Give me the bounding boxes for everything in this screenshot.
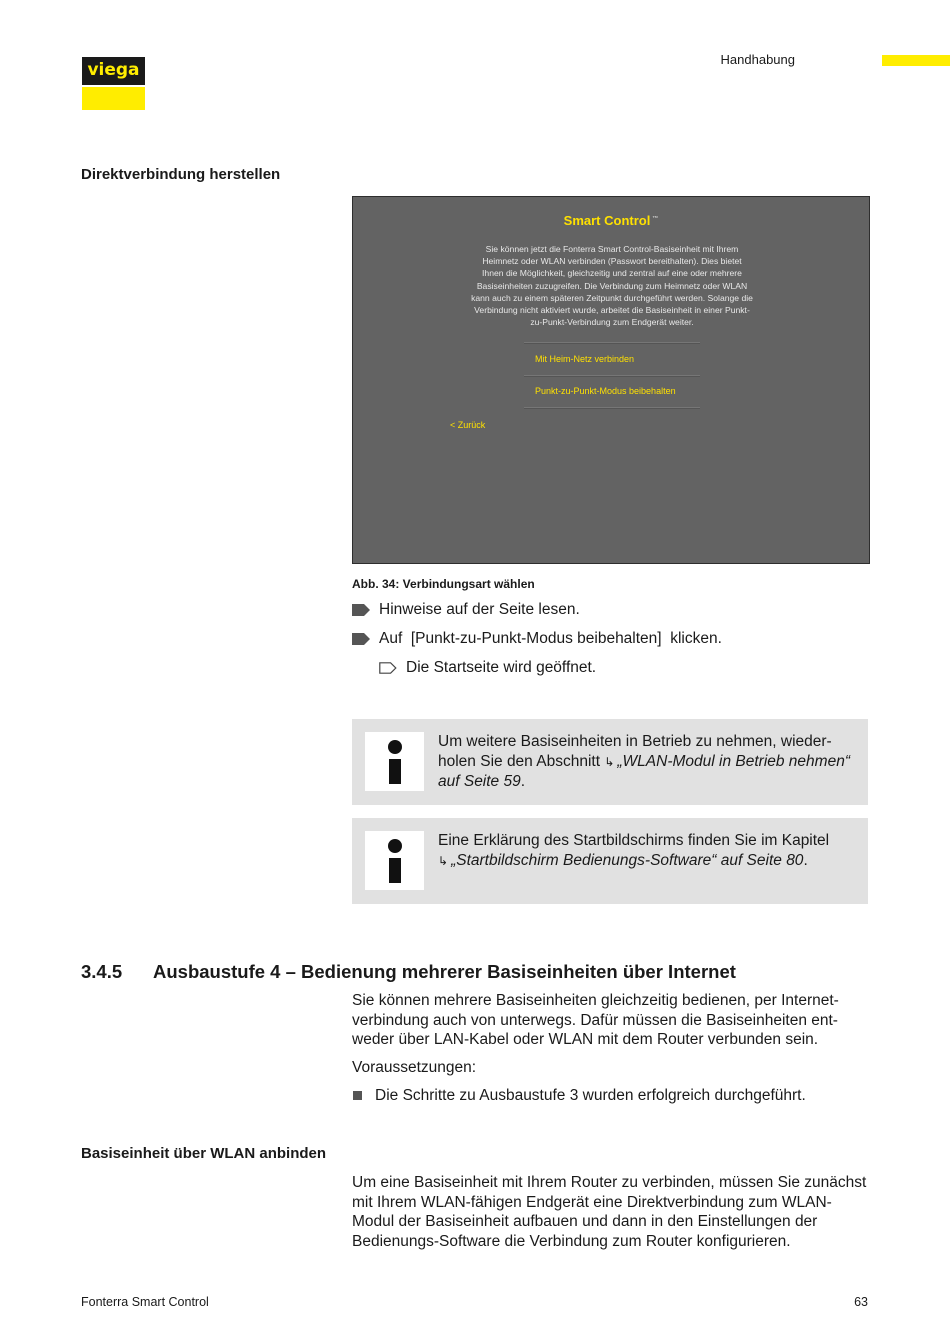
- info-box: [352, 818, 868, 904]
- smart-control-screenshot: [352, 196, 870, 564]
- figure-caption: Abb. 34: Verbindungsart wählen: [352, 577, 535, 591]
- logo-yellow-block: [82, 87, 145, 110]
- screenshot-divider: [524, 342, 700, 344]
- section-paragraph: Sie können mehrere Basiseinheiten gleichzeitig bedienen, per Internet-verbindung auch von unterwegs. Dafür müssen die Basiseinheiten ent-weder über LAN-Kabel oder WLAN mit dem Router verbunden sein.: [352, 992, 839, 1048]
- header-section-label: Handhabung: [720, 52, 795, 67]
- result-arrow-icon: [379, 662, 397, 674]
- result-text: Die Startseite wird geöffnet.: [406, 659, 597, 676]
- requirement-text: Die Schritte zu Ausbaustufe 3 wurden erfolgreich durchgeführt.: [375, 1087, 806, 1104]
- cross-reference-link[interactable]: „Startbildschirm Bedienungs-Software“ auf Seite 80: [451, 851, 804, 869]
- link-arrow-icon: ↳: [604, 754, 615, 769]
- screenshot-description: Sie können jetzt die Fonterra Smart Control-Basiseinheit mit Ihrem Heimnetz oder WLAN verbinden (Passwort bereithalten). Dies bietet Ihnen die Möglichkeit, gleichzeitig und zentral auf eine oder mehrere Basiseinheiten zuzugreifen. Die Verbindung zum Heimnetz oder WLAN kann auch zu einem späteren Zeitpunkt durchgeführt werden. Solange die Verbindung nicht aktiviert wurde, arbeitet die Basiseinheit in einer Punkt-zu-Punkt-Verbindung zum Endgerät weiter.: [471, 244, 753, 328]
- header-yellow-bar: [882, 55, 950, 66]
- option-keep-p2p-mode[interactable]: Punkt-zu-Punkt-Modus beibehalten: [535, 386, 676, 396]
- requirements-label: Voraussetzungen:: [352, 1059, 477, 1076]
- step-arrow-icon: [352, 604, 370, 616]
- section-title: Ausbaustufe 4 – Bedienung mehrerer Basiseinheiten über Internet: [153, 961, 736, 982]
- back-link[interactable]: < Zurück: [450, 420, 486, 430]
- result-item: [379, 659, 868, 679]
- wlan-paragraph: Um eine Basiseinheit mit Ihrem Router zu verbinden, müssen Sie zunächst mit Ihrem WLAN-fähigen Endgerät eine Direktverbindung zum WLAN-Modul der Basiseinheit aufbauen und dann in den Einstellungen der Bedienungs-Software die Verbindung zum Router konfigurieren.: [352, 1174, 867, 1250]
- section-number: 3.4.5: [81, 961, 123, 982]
- bullet-square-icon: [353, 1091, 362, 1100]
- step-arrow-icon: [352, 633, 370, 645]
- info-text: Um weitere Basiseinheiten in Betrieb zu nehmen, wieder-holen Sie den Abschnitt ↳ „WLAN-Modul in Betrieb nehmen“ auf Seite 59.: [438, 733, 850, 790]
- requirement-item: [352, 1086, 868, 1106]
- side-heading-wlan: Basiseinheit über WLAN anbinden: [81, 1145, 327, 1162]
- link-arrow-icon: ↳: [438, 853, 449, 868]
- step-item: [352, 601, 868, 621]
- cross-reference-link[interactable]: „WLAN-Modul in Betrieb nehmen“ auf Seite 59: [438, 752, 850, 790]
- info-box: [352, 719, 868, 805]
- info-icon: [365, 732, 424, 791]
- step-text: Hinweise auf der Seite lesen.: [379, 601, 580, 618]
- side-heading-direct-connection: Direktverbindung herstellen: [81, 166, 281, 183]
- page-number: 63: [854, 1295, 868, 1309]
- viega-logo: viega: [82, 57, 145, 85]
- footer-product-name: Fonterra Smart Control: [81, 1295, 209, 1309]
- screenshot-title: Smart Control ™: [563, 213, 659, 228]
- step-item: [352, 630, 868, 650]
- info-text: Eine Erklärung des Startbildschirms finden Sie im Kapitel ↳ „Startbildschirm Bedienungs-Software“ auf Seite 80.: [438, 832, 830, 869]
- screenshot-divider: [524, 407, 700, 409]
- screenshot-divider: [524, 375, 700, 377]
- option-connect-home-network[interactable]: Mit Heim-Netz verbinden: [535, 354, 635, 364]
- step-text: Auf [Punkt-zu-Punkt-Modus beibehalten] klicken.: [379, 630, 722, 647]
- info-icon: [365, 831, 424, 890]
